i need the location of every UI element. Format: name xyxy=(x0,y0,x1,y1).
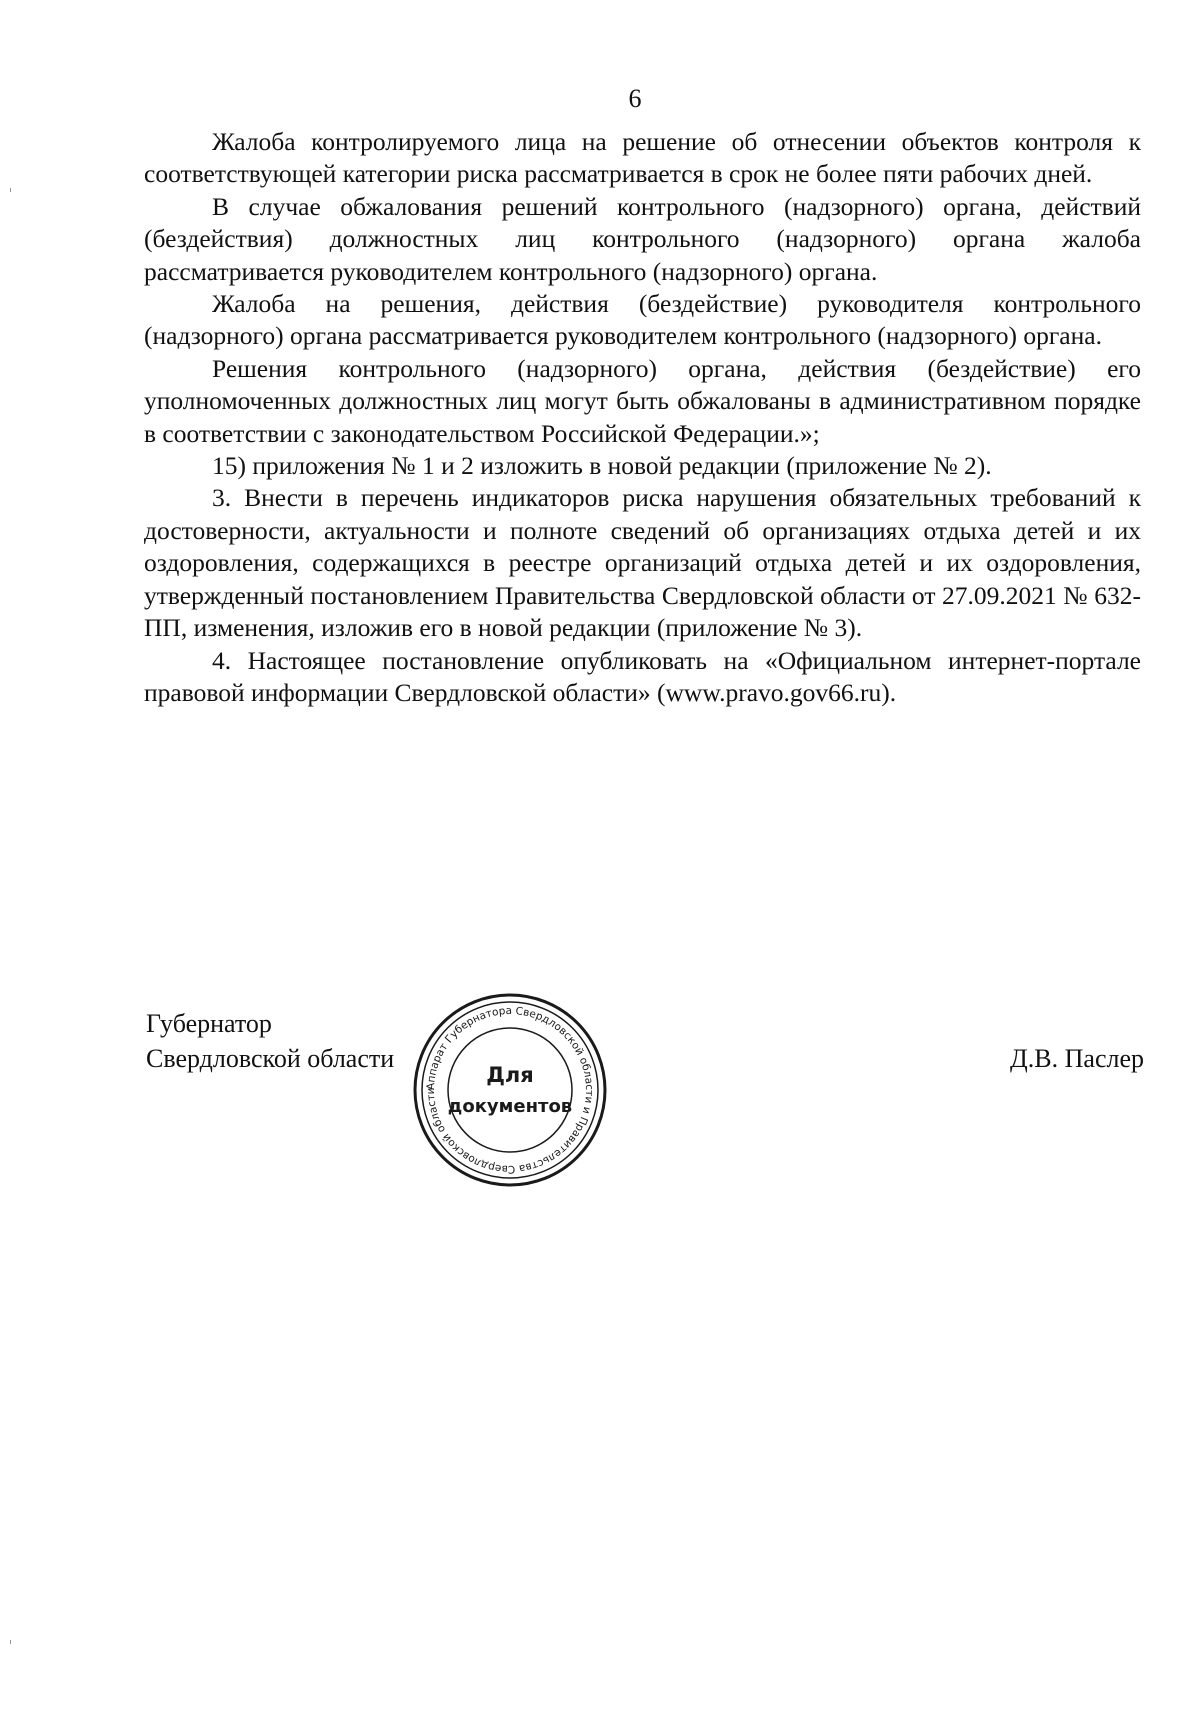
paragraph: Жалоба на решения, действия (бездействие) руководителя контрольного (надзорного) органа рассматривается руководителем контрольного (надзорного) органа. xyxy=(144,289,1141,351)
official-stamp xyxy=(410,990,610,1190)
signer-name: Д.В. Паслер xyxy=(1010,1044,1144,1073)
stamp-ring-text: Аппарат Губернатора Свердловской области и Правительства Свердловской области xyxy=(424,1004,596,1176)
stamp-center-line2: документов xyxy=(447,1096,573,1117)
paragraph: Решения контрольного (надзорного) органа, действия (бездействие) его уполномоченных должностных лиц могут быть обжалованы в административном порядке в соответствии с законодательством Российской Федерации.»; xyxy=(144,353,1141,448)
paragraph: 15) приложения № 1 и 2 изложить в новой редакции (приложение № 2). xyxy=(212,451,992,481)
paragraph: В случае обжалования решений контрольного (надзорного) органа, действий (бездействия) должностных лиц контрольного (надзорного) органа жалоба рассматривается руководителем контрольного (надзорного) органа. xyxy=(144,191,1141,286)
paragraph: 4. Настоящее постановление опубликовать на «Официальном интернет-портале правовой информации Свердловской области» (www.pravo.gov66.ru). xyxy=(144,645,1141,707)
page-number: 6 xyxy=(628,84,642,113)
paragraph: 3. Внести в перечень индикаторов риска нарушения обязательных требований к достоверности, актуальности и полноте сведений об организациях отдыха детей и их оздоровления, содержащихся в реестре организаций отдыха детей и их оздоровления, утвержденный постановлением Правительства Свердловской области от 27.09.2021 № 632-ПП, изменения, изложив его в новой редакции (приложение № 3). xyxy=(144,483,1141,643)
document-body xyxy=(144,126,1141,709)
stamp-inner-ring xyxy=(448,1028,572,1152)
scan-artifact xyxy=(10,188,11,192)
paragraph: Жалоба контролируемого лица на решение об отнесении объектов контроля к соответствующей категории риска рассматривается в срок не более пяти рабочих дней. xyxy=(144,127,1141,189)
signer-region: Свердловской области xyxy=(146,1044,395,1073)
scan-artifact xyxy=(10,1640,11,1644)
stamp-outer-ring xyxy=(415,995,605,1185)
signer-position: Губернатор xyxy=(146,1009,272,1038)
signature-title xyxy=(146,1006,394,1076)
stamp-center-line1: Для xyxy=(486,1063,534,1087)
